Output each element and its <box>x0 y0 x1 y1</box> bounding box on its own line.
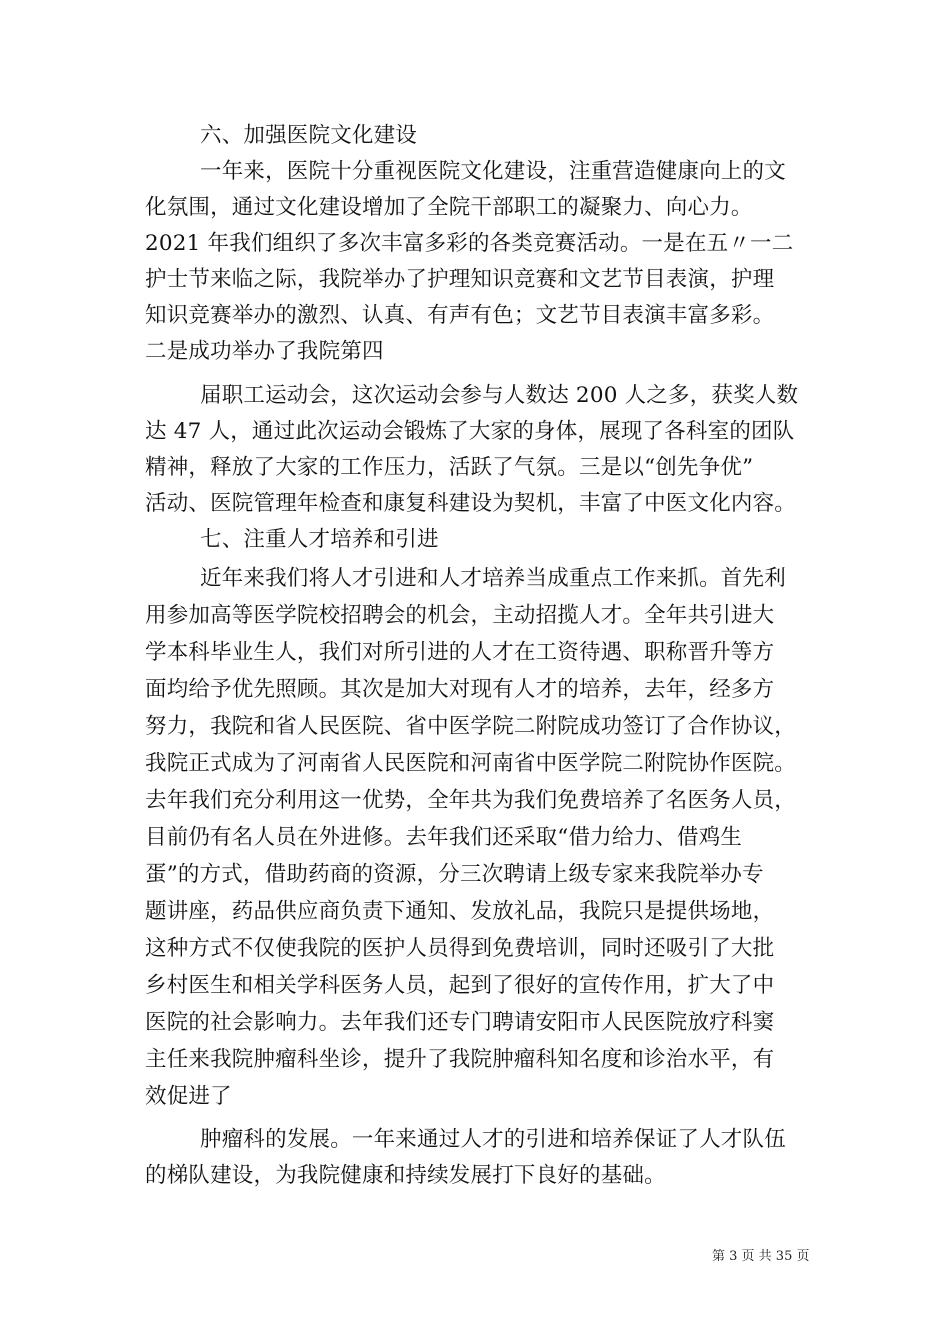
paragraph-line: 护士节来临之际，我院举办了护理知识竞赛和文艺节目表演，护理 <box>145 267 775 292</box>
paragraph-line: 目前仍有名人员在外进修。去年我们还采取“借力给力、借鸡生 <box>145 825 743 850</box>
paragraph-line: 这种方式不仅使我院的医护人员得到免费培训，同时还吸引了大批 <box>145 936 775 961</box>
paragraph-line: 医院的社会影响力。去年我们还专门聘请安阳市人民医院放疗科窦 <box>145 1010 775 1035</box>
paragraph-line: 精神，释放了大家的工作压力，活跃了气氛。三是以“创先争优” <box>145 455 754 480</box>
paragraph-line: 蛋”的方式，借助药商的资源，分三次聘请上级专家来我院举办专 <box>145 862 764 887</box>
paragraph-line: 二是成功举办了我院第四 <box>145 339 384 364</box>
paragraph-line: 题讲座，药品供应商负责下通知、发放礼品，我院只是提供场地， <box>145 899 775 924</box>
paragraph-line: 面均给予优先照顾。其次是加大对现有人才的培养，去年，经多方 <box>145 677 775 702</box>
section-heading-talent: 七、注重人才培养和引进 <box>200 527 439 552</box>
paragraph-line: 努力，我院和省人民医院、省中医学院二附院成功签订了合作协议， <box>145 714 797 739</box>
paragraph-line: 肿瘤科的发展。一年来通过人才的引进和培养保证了人才队伍 <box>200 1127 786 1152</box>
paragraph-line: 用参加高等医学院校招聘会的机会，主动招揽人才。全年共引进大 <box>145 603 775 628</box>
paragraph-line: 去年我们充分利用这一优势，全年共为我们免费培养了名医务人员， <box>145 788 797 813</box>
paragraph-line: 活动、医院管理年检查和康复科建设为契机，丰富了中医文化内容。 <box>145 491 797 516</box>
paragraph-line: 2021 年我们组织了多次丰富多彩的各类竞赛活动。一是在五〃一二 <box>145 231 794 256</box>
paragraph-line: 化氛围，通过文化建设增加了全院干部职工的凝聚力、向心力。 <box>145 195 753 220</box>
paragraph-line: 一年来，医院十分重视医院文化建设，注重营造健康向上的文 <box>200 159 786 184</box>
paragraph-line: 效促进了 <box>145 1084 232 1109</box>
paragraph-line: 的梯队建设，为我院健康和持续发展打下良好的基础。 <box>145 1163 666 1188</box>
paragraph-line: 乡村医生和相关学科医务人员，起到了很好的宣传作用，扩大了中 <box>145 973 775 998</box>
paragraph-line: 近年来我们将人才引进和人才培养当成重点工作来抓。首先利 <box>200 566 786 591</box>
paragraph-line: 届职工运动会，这次运动会参与人数达 200 人之多，获奖人数 <box>200 383 799 408</box>
section-heading-culture: 六、加强医院文化建设 <box>200 123 418 148</box>
paragraph-line: 知识竞赛举办的激烈、认真、有声有色；文艺节目表演丰富多彩。 <box>145 303 775 328</box>
paragraph-line: 学本科毕业生人，我们对所引进的人才在工资待遇、职称晋升等方 <box>145 640 775 665</box>
page-number-footer: 第 3 页 共 35 页 <box>712 1249 810 1264</box>
paragraph-line: 我院正式成为了河南省人民医院和河南省中医学院二附院协作医院。 <box>145 751 797 776</box>
paragraph-line: 主任来我院肿瘤科坐诊，提升了我院肿瘤科知名度和诊治水平，有 <box>145 1047 775 1072</box>
paragraph-line: 达 47 人，通过此次运动会锻炼了大家的身体，展现了各科室的团队 <box>145 419 795 444</box>
